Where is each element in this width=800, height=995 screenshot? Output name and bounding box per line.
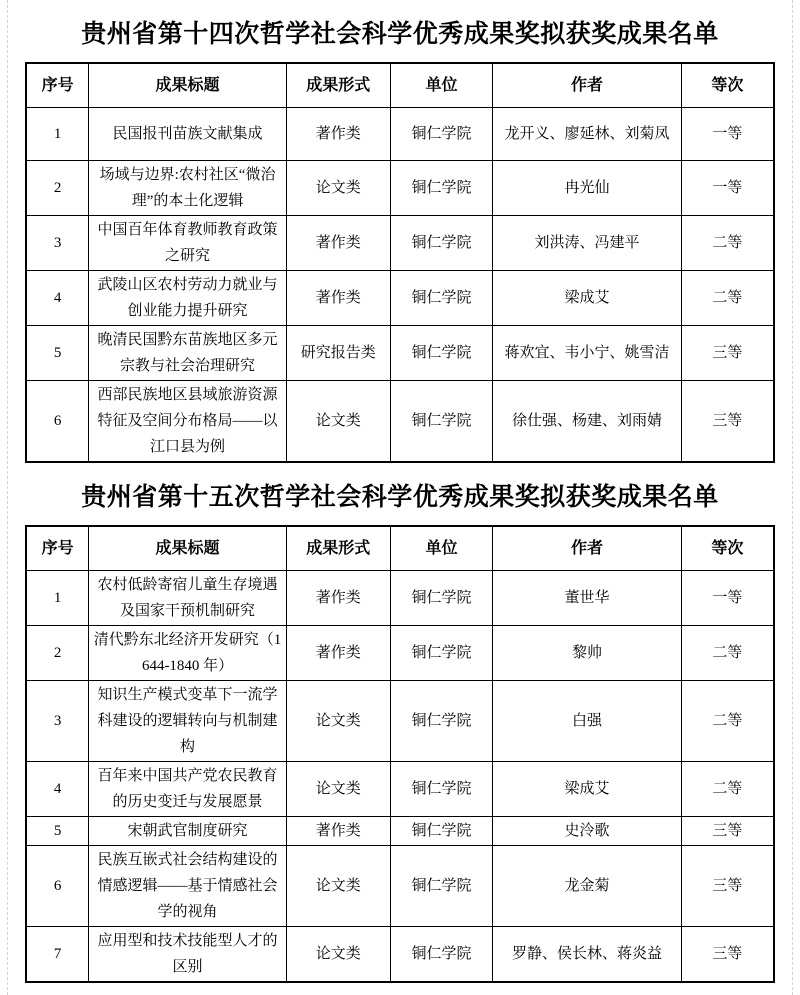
cell-form: 论文类 bbox=[286, 681, 390, 762]
cell-grade: 二等 bbox=[681, 762, 774, 817]
cell-index: 7 bbox=[26, 927, 89, 983]
header-row bbox=[26, 63, 774, 108]
cell-form: 论文类 bbox=[286, 927, 390, 983]
cell-index: 2 bbox=[26, 161, 89, 216]
cell-title: 场域与边界:农村社区“微治理”的本土化逻辑 bbox=[89, 161, 286, 216]
cell-title: 中国百年体育教师教育政策之研究 bbox=[89, 216, 286, 271]
cell-unit: 铜仁学院 bbox=[390, 571, 492, 626]
column-header-title: 成果标题 bbox=[89, 63, 286, 108]
column-header-index: 序号 bbox=[26, 63, 89, 108]
cell-title: 知识生产模式变革下一流学科建设的逻辑转向与机制建构 bbox=[89, 681, 286, 762]
cell-unit: 铜仁学院 bbox=[390, 326, 492, 381]
column-header-form: 成果形式 bbox=[286, 526, 390, 571]
cell-unit: 铜仁学院 bbox=[390, 817, 492, 846]
cell-authors: 黎帅 bbox=[493, 626, 681, 681]
cell-index: 1 bbox=[26, 108, 89, 161]
cell-index: 1 bbox=[26, 571, 89, 626]
cell-title: 武陵山区农村劳动力就业与创业能力提升研究 bbox=[89, 271, 286, 326]
cell-index: 4 bbox=[26, 271, 89, 326]
cell-authors: 董世华 bbox=[493, 571, 681, 626]
award-table-15th bbox=[25, 525, 775, 983]
cell-authors: 冉光仙 bbox=[493, 161, 681, 216]
column-header-title: 成果标题 bbox=[89, 526, 286, 571]
table-row bbox=[26, 762, 774, 817]
cell-form: 论文类 bbox=[286, 762, 390, 817]
column-header-grade: 等次 bbox=[681, 63, 774, 108]
cell-authors: 梁成艾 bbox=[493, 762, 681, 817]
table-row bbox=[26, 927, 774, 983]
table-row bbox=[26, 216, 774, 271]
cell-grade: 三等 bbox=[681, 846, 774, 927]
cell-title: 民国报刊苗族文献集成 bbox=[89, 108, 286, 161]
cell-title: 民族互嵌式社会结构建设的情感逻辑——基于情感社会学的视角 bbox=[89, 846, 286, 927]
table-row bbox=[26, 846, 774, 927]
column-header-authors: 作者 bbox=[493, 526, 681, 571]
cell-authors: 刘洪涛、冯建平 bbox=[493, 216, 681, 271]
table-row bbox=[26, 681, 774, 762]
cell-unit: 铜仁学院 bbox=[390, 271, 492, 326]
cell-unit: 铜仁学院 bbox=[390, 216, 492, 271]
cell-form: 著作类 bbox=[286, 571, 390, 626]
award-list-section-15th bbox=[25, 482, 775, 983]
cell-unit: 铜仁学院 bbox=[390, 108, 492, 161]
cell-title: 应用型和技术技能型人才的区别 bbox=[89, 927, 286, 983]
cell-grade: 一等 bbox=[681, 571, 774, 626]
cell-grade: 三等 bbox=[681, 326, 774, 381]
cell-grade: 三等 bbox=[681, 927, 774, 983]
cell-index: 5 bbox=[26, 817, 89, 846]
cell-grade: 二等 bbox=[681, 681, 774, 762]
cell-authors: 罗静、侯长林、蒋炎益 bbox=[493, 927, 681, 983]
header-row bbox=[26, 526, 774, 571]
cell-unit: 铜仁学院 bbox=[390, 626, 492, 681]
cell-index: 6 bbox=[26, 381, 89, 463]
column-header-unit: 单位 bbox=[390, 63, 492, 108]
cell-authors: 白强 bbox=[493, 681, 681, 762]
cell-unit: 铜仁学院 bbox=[390, 846, 492, 927]
cell-grade: 三等 bbox=[681, 817, 774, 846]
cell-form: 著作类 bbox=[286, 108, 390, 161]
cell-authors: 梁成艾 bbox=[493, 271, 681, 326]
column-header-form: 成果形式 bbox=[286, 63, 390, 108]
table-row bbox=[26, 817, 774, 846]
cell-authors: 史泠歌 bbox=[493, 817, 681, 846]
award-list-section-14th bbox=[25, 19, 775, 463]
cell-unit: 铜仁学院 bbox=[390, 762, 492, 817]
cell-title: 百年来中国共产党农民教育的历史变迁与发展愿景 bbox=[89, 762, 286, 817]
cell-title: 农村低龄寄宿儿童生存境遇及国家干预机制研究 bbox=[89, 571, 286, 626]
cell-unit: 铜仁学院 bbox=[390, 161, 492, 216]
table-body bbox=[26, 108, 774, 463]
table-body bbox=[26, 571, 774, 983]
cell-form: 著作类 bbox=[286, 817, 390, 846]
table-row bbox=[26, 571, 774, 626]
cell-form: 著作类 bbox=[286, 626, 390, 681]
cell-title: 清代黔东北经济开发研究（1644-1840 年） bbox=[89, 626, 286, 681]
table-row bbox=[26, 161, 774, 216]
cell-grade: 二等 bbox=[681, 216, 774, 271]
cell-form: 研究报告类 bbox=[286, 326, 390, 381]
table-row bbox=[26, 271, 774, 326]
table-title-15th: 贵州省第十五次哲学社会科学优秀成果奖拟获奖成果名单 bbox=[81, 484, 719, 511]
table-row bbox=[26, 326, 774, 381]
award-table-14th bbox=[25, 62, 775, 463]
cell-index: 3 bbox=[26, 681, 89, 762]
cell-authors: 徐仕强、杨建、刘雨婧 bbox=[493, 381, 681, 463]
cell-authors: 龙金菊 bbox=[493, 846, 681, 927]
table-title-14th: 贵州省第十四次哲学社会科学优秀成果奖拟获奖成果名单 bbox=[81, 21, 719, 48]
cell-authors: 龙开义、廖延林、刘菊凤 bbox=[493, 108, 681, 161]
cell-index: 2 bbox=[26, 626, 89, 681]
cell-grade: 二等 bbox=[681, 271, 774, 326]
column-header-index: 序号 bbox=[26, 526, 89, 571]
column-header-grade: 等次 bbox=[681, 526, 774, 571]
cell-form: 论文类 bbox=[286, 846, 390, 927]
cell-form: 著作类 bbox=[286, 271, 390, 326]
cell-form: 论文类 bbox=[286, 381, 390, 463]
cell-grade: 一等 bbox=[681, 161, 774, 216]
cell-index: 4 bbox=[26, 762, 89, 817]
cell-title: 宋朝武官制度研究 bbox=[89, 817, 286, 846]
cell-grade: 二等 bbox=[681, 626, 774, 681]
cell-grade: 一等 bbox=[681, 108, 774, 161]
cell-index: 6 bbox=[26, 846, 89, 927]
cell-unit: 铜仁学院 bbox=[390, 381, 492, 463]
cell-index: 5 bbox=[26, 326, 89, 381]
cell-index: 3 bbox=[26, 216, 89, 271]
cell-authors: 蒋欢宜、韦小宁、姚雪洁 bbox=[493, 326, 681, 381]
table-row bbox=[26, 108, 774, 161]
table-row bbox=[26, 626, 774, 681]
cell-unit: 铜仁学院 bbox=[390, 927, 492, 983]
table-row bbox=[26, 381, 774, 463]
column-header-authors: 作者 bbox=[493, 63, 681, 108]
cell-title: 西部民族地区县域旅游资源特征及空间分布格局——以江口县为例 bbox=[89, 381, 286, 463]
cell-form: 著作类 bbox=[286, 216, 390, 271]
cell-grade: 三等 bbox=[681, 381, 774, 463]
cell-form: 论文类 bbox=[286, 161, 390, 216]
column-header-unit: 单位 bbox=[390, 526, 492, 571]
cell-unit: 铜仁学院 bbox=[390, 681, 492, 762]
cell-title: 晚清民国黔东苗族地区多元宗教与社会治理研究 bbox=[89, 326, 286, 381]
